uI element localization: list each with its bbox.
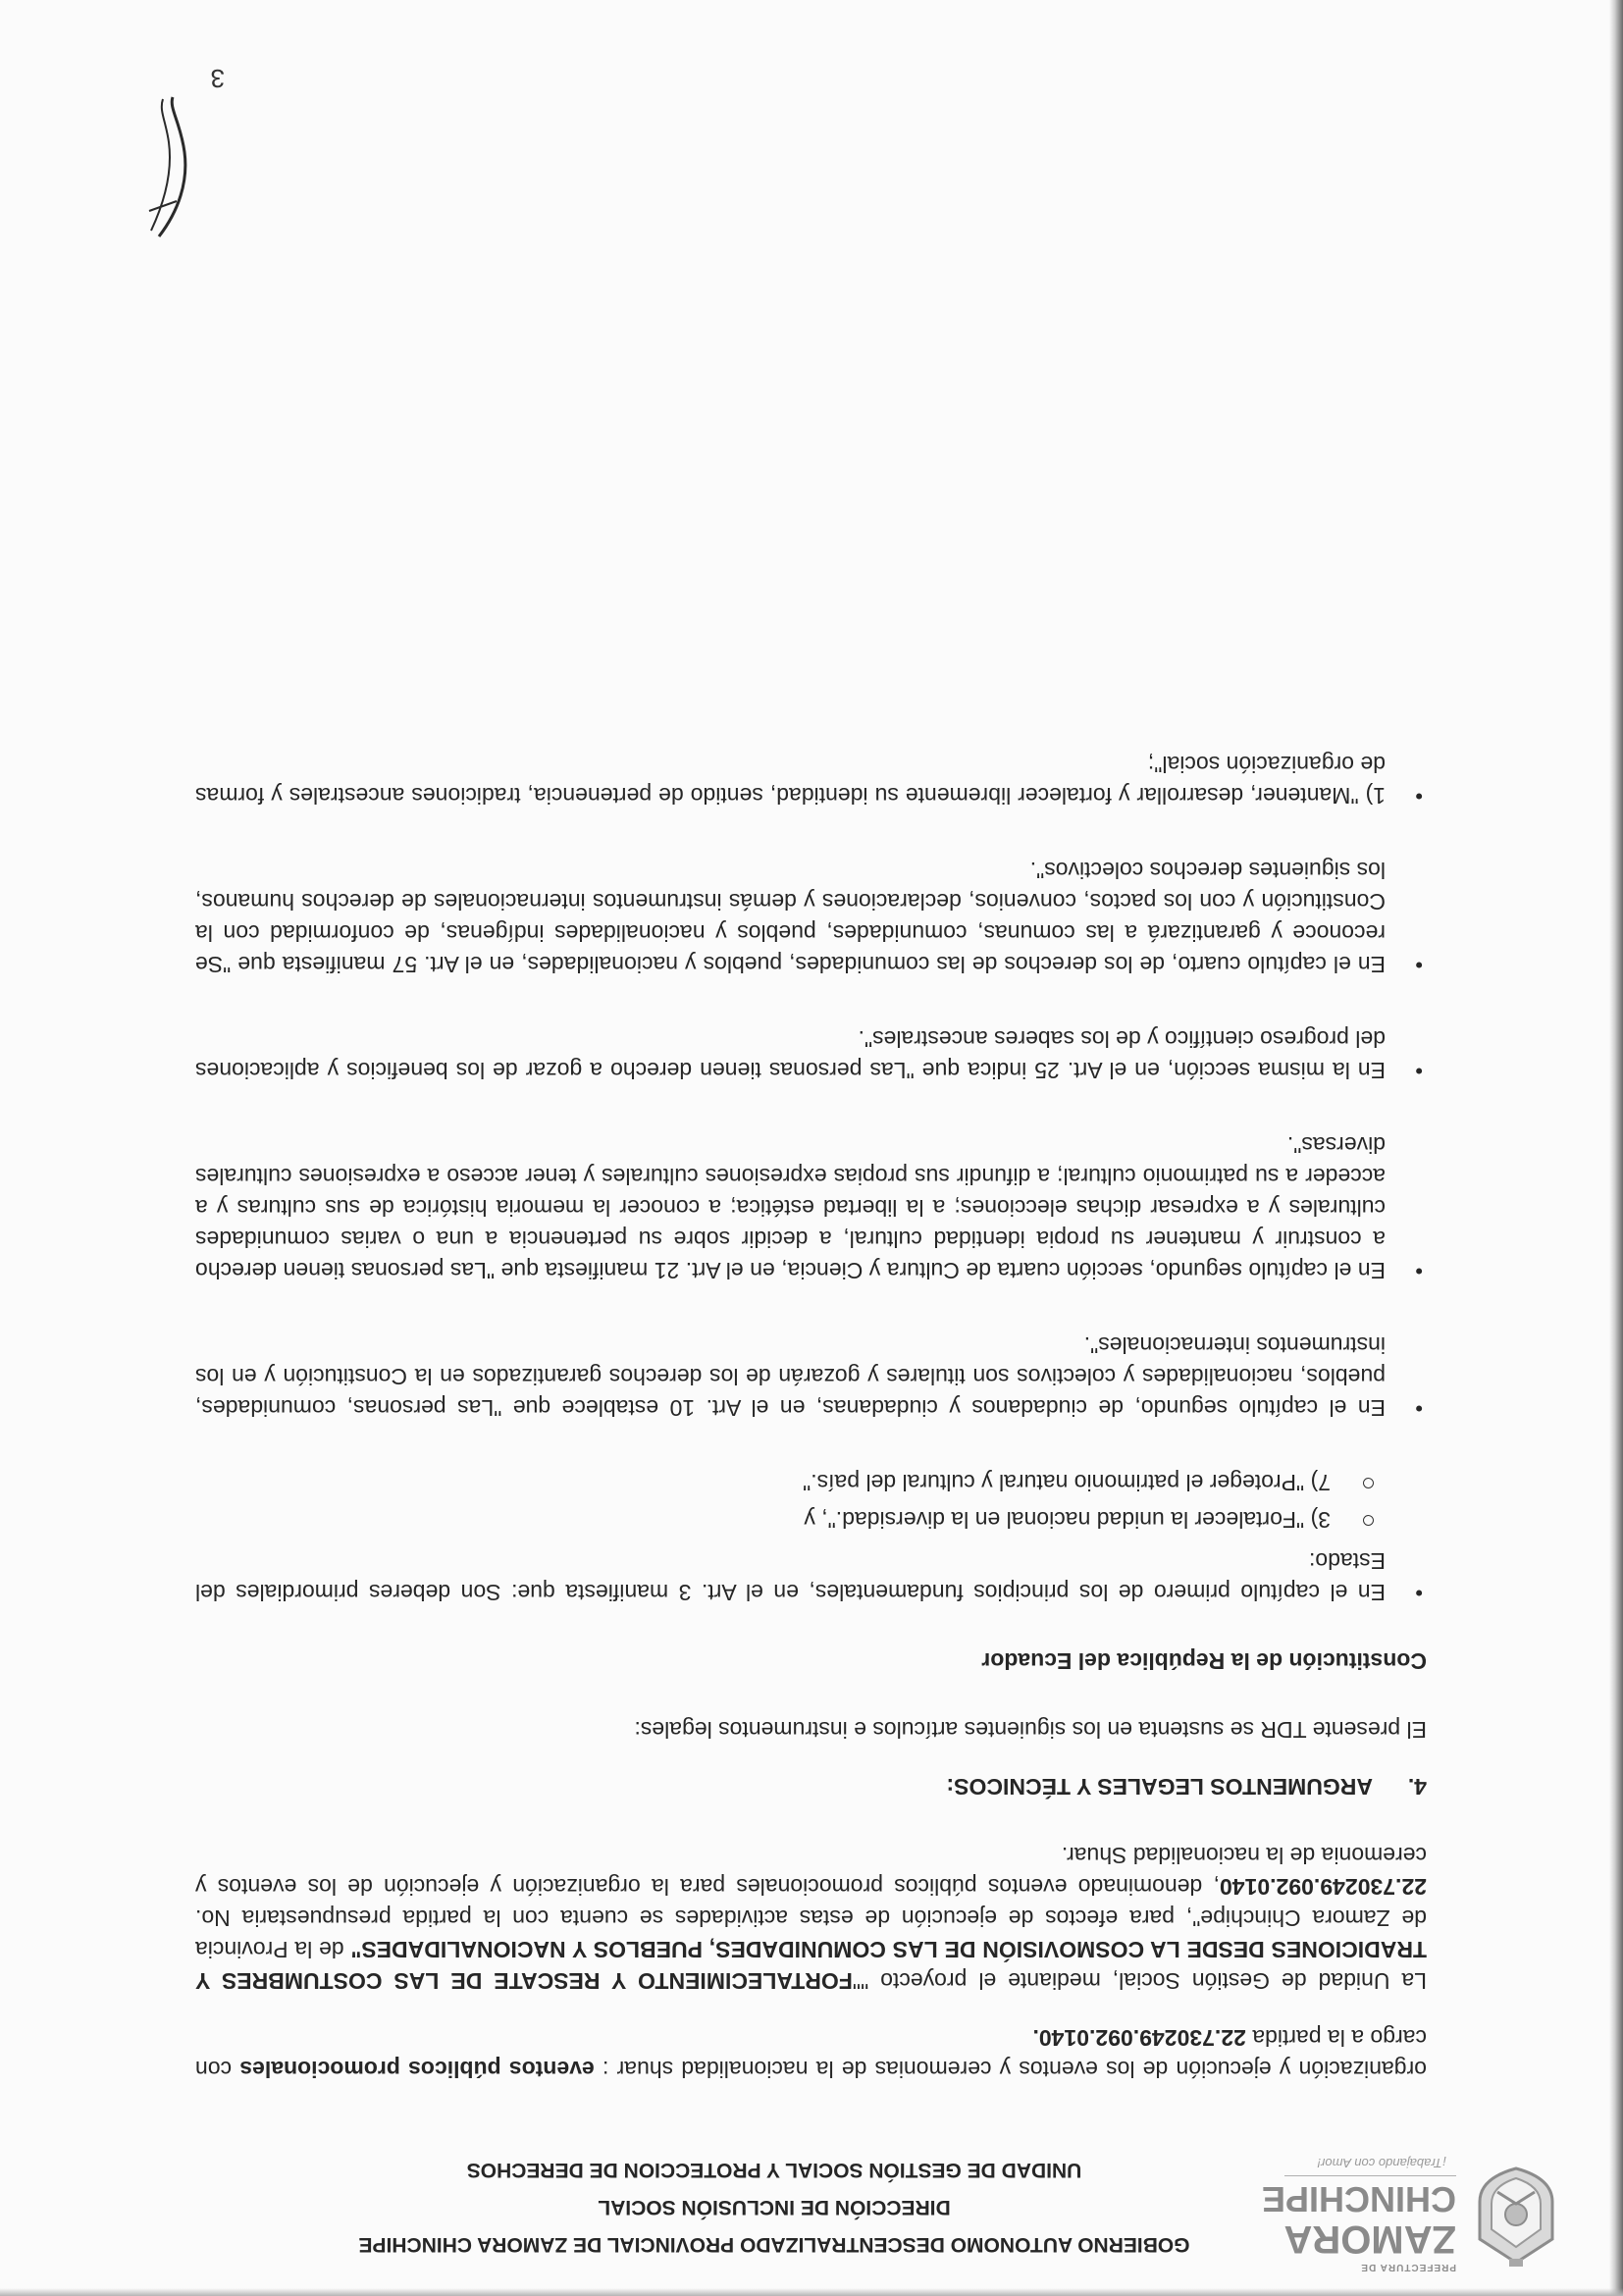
institution-name: GOBIERNO AUTONOMO DESCENTRALIZADO PROVINCIAL DE ZAMORA CHINCHIPE: [358, 2233, 1190, 2256]
document-body: [195, 705, 1427, 2085]
text-span: organización y ejecución de los eventos y ceremonias de la nacionalidad shuar :: [594, 2057, 1427, 2082]
intro-paragraph-2: [195, 1840, 1427, 1997]
section-intro: El presente TDR se sustenta en los siguientes artículos e instrumentos legales:: [634, 1717, 1427, 1743]
coat-of-arms-icon: [1472, 2166, 1560, 2269]
bold-span: eventos públicos promocionales: [239, 2057, 595, 2082]
section-number: 4.: [1407, 1774, 1427, 1800]
logo-tagline: ¡Trabajando con Amor!: [1317, 2156, 1446, 2170]
institution-block: [333, 2151, 1216, 2263]
section-heading: [195, 1771, 1427, 1802]
text-span: de la Provincia de Zamora Chinchipe", para efectos de ejecución de estas actividades se cuenta con la partida presupuestaria No.: [194, 1905, 1427, 1962]
department-name: DIRECCIÓN DE INCLUSIÓN SOCIAL: [598, 2196, 951, 2218]
logo-prefix: PREFECTURA DE: [1360, 2262, 1456, 2272]
handwritten-signature: [139, 93, 198, 240]
text-span: La Unidad de Gestión Social, mediante el proyecto "": [852, 1968, 1427, 1994]
budget-code: 22.730249.092.0140: [1219, 1874, 1427, 1900]
list-item: • En el capítulo cuarto, de los derechos de las comunidades, pueblos y nacionalidades, en el Art. 57 manifiesta que "Se reconoce y garantizará a las comunas, comunidades, pueblos y nacionalidades indígenas, de conformidad con la Constitución y con los pactos, convenios, declaraciones y demás instrumentos internacionales de derechos humanos, los siguientes derechos colectivos".: [195, 855, 1427, 980]
intro-paragraph-1: [195, 2022, 1427, 2085]
prefecture-logo: [1211, 2147, 1564, 2274]
logo-name-zamora: ZAMORA: [1283, 2218, 1456, 2261]
list-item: • En el capítulo segundo, de ciudadanos y ciudadanas, en el Art. 10 establece que "Las personas, comunidades, pueblos, nacionalidades y colectivos son titulares y gozarán de los derechos garantizados en la Constitución y en los instrumentos internacionales".: [195, 1330, 1427, 1424]
text-span: , denominado eventos públicos promocionales para la organización y ejecución de los eventos y ceremonia de la nacionalidad Shuar.: [195, 1843, 1427, 1900]
budget-code: 22.730249.092.0140.: [1032, 2025, 1246, 2051]
logo-name-chinchipe: CHINCHIPE: [1261, 2179, 1456, 2219]
sub-list-item: 7) "Proteger el patrimonio natural y cultural del país.": [195, 1467, 1386, 1498]
unit-name: UNIDAD DE GESTIÓN SOCIAL Y PROTECCION DE DERECHOS: [466, 2159, 1082, 2181]
sub-list: [195, 1467, 1386, 1536]
list-item: [195, 1467, 1427, 1608]
letterhead: [288, 2147, 1564, 2274]
scan-edge-shadow-top: [0, 2288, 1623, 2296]
section-title: ARGUMENTOS LEGALES Y TÉCNICOS:: [946, 1774, 1373, 1800]
list-item: • 1) "Mantener, desarrollar y fortalecer libremente su identidad, sentido de pertenencia, tradiciones ancestrales y formas de organización social";: [195, 749, 1427, 811]
constitution-subtitle: Constitución de la República del Ecuador: [981, 1648, 1427, 1674]
scan-edge-shadow: [1609, 0, 1623, 2296]
project-name: FORTALECIMIENTO Y RESCATE DE LAS COSTUMBRES Y TRADICIONES DESDE LA COSMOVISIÓN DE LAS COMUNIDADES, PUEBLOS Y NACIONALIDADES": [195, 1937, 1427, 1994]
logo-divider: [1284, 2175, 1456, 2176]
list-item: • En la misma sección, en el Art. 25 indica que "Las personas tienen derecho a gozar de los beneficios y aplicaciones del progreso científico y de los saberes ancestrales".: [195, 1023, 1427, 1086]
legal-articles-list: [195, 749, 1427, 1608]
page-number: 3: [210, 64, 225, 93]
list-item: • En el capítulo segundo, sección cuarta de Cultura y Ciencia, en el Art. 21 manifiesta que "Las personas tienen derecho a construir y mantener su propia identidad cultural, a decidir sobre su pertenencia a una o varias comunidades culturales y a expresar dichas elecciones; a la libertad estética; a conocer la memoria histórica de sus culturas y a acceder a su patrimonio cultural; a difundir sus propias expresiones culturales y tener acceso a expresiones culturales diversas".: [195, 1129, 1427, 1286]
sub-list-item: 3) "Fortalecer la unidad nacional en la diversidad.", y: [195, 1504, 1386, 1536]
list-item-text: En el capítulo primero de los principios fundamentales, en el Art. 3 manifiesta que: Son deberes primordiales del Estado:: [195, 1548, 1386, 1605]
text-span: con cargo a la partida: [195, 2025, 1427, 2082]
